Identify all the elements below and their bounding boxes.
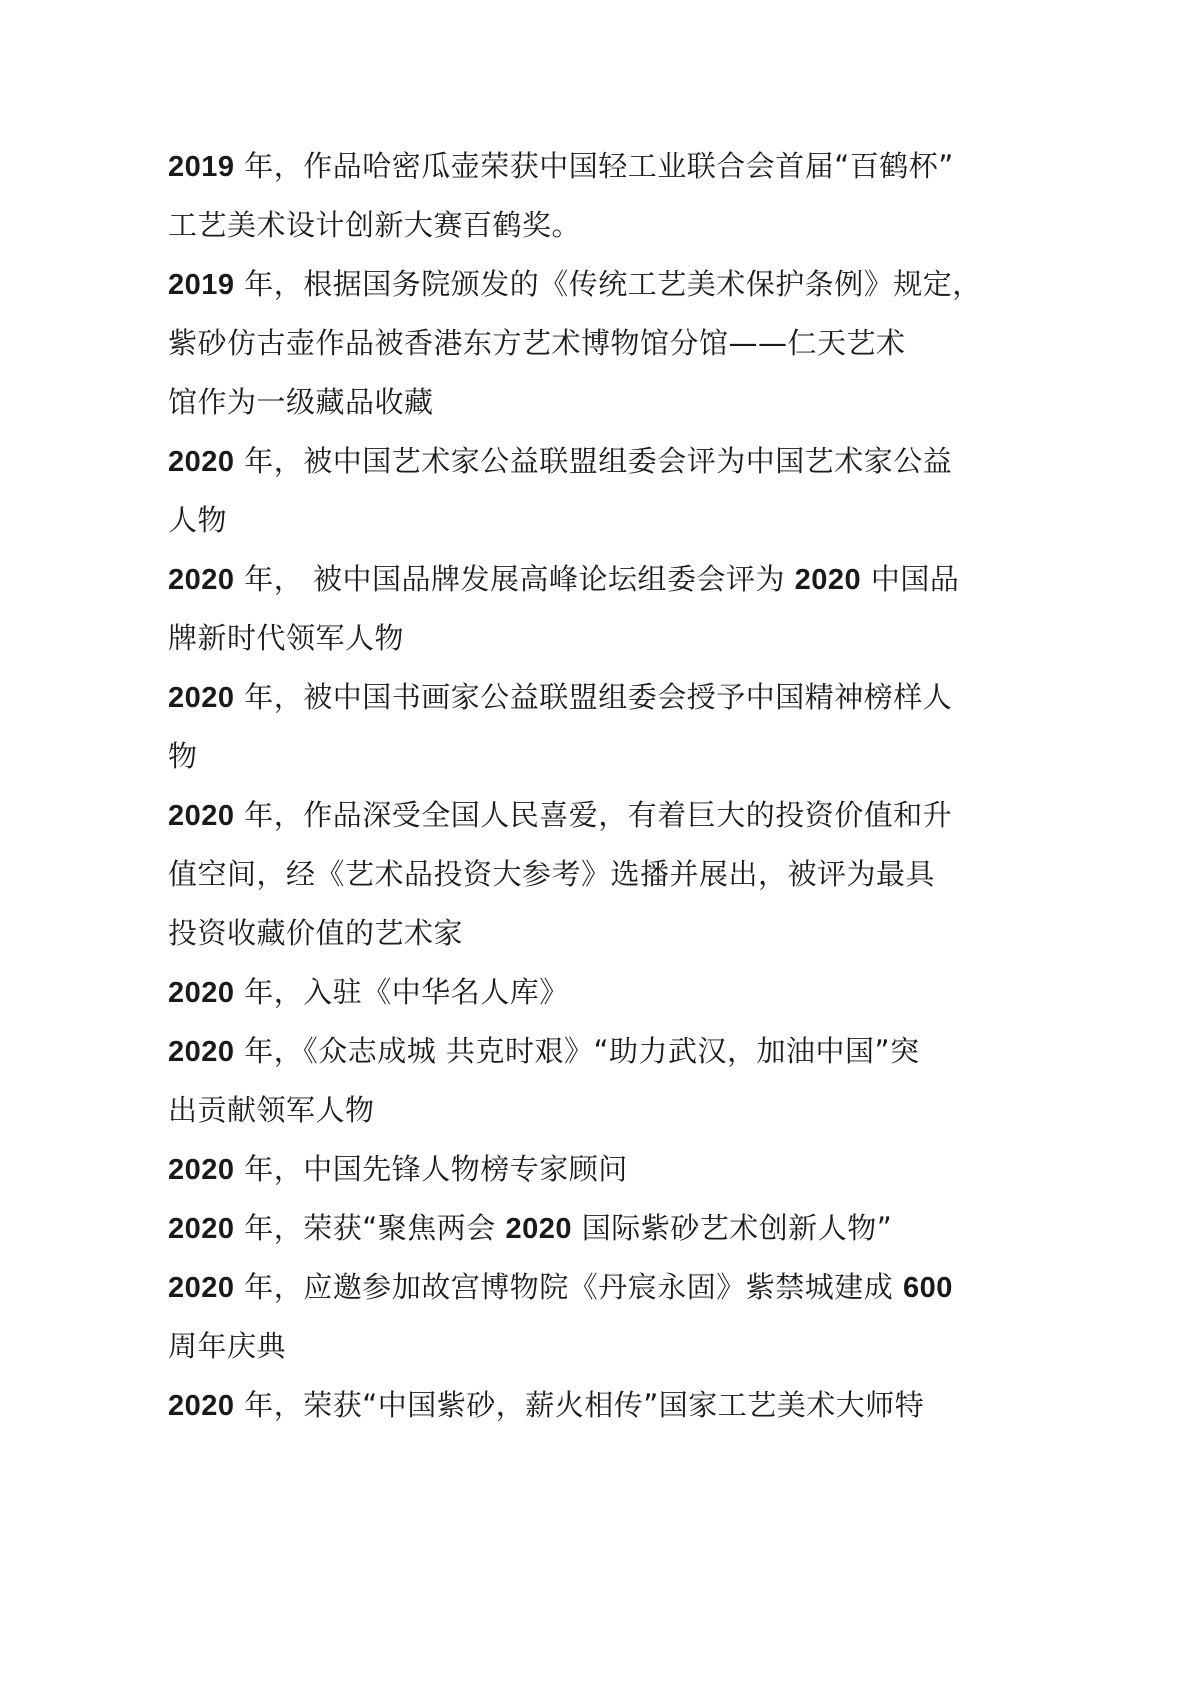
text-line xyxy=(168,668,968,727)
line-text: 年，根据国务院颁发的《传统工艺美术保护条例》规定， xyxy=(234,267,982,301)
inline-number: 2020 xyxy=(794,564,862,596)
document-body xyxy=(168,137,982,1435)
text-line xyxy=(168,550,968,609)
text-line xyxy=(168,727,968,786)
inline-number: 2020 xyxy=(505,1213,572,1245)
line-text: 年，荣获“中国紫砂，薪火相传”国家工艺美术大师特 xyxy=(234,1388,925,1422)
line-text: 工艺美术设计创新大赛百鹤奖。 xyxy=(168,208,582,242)
text-line xyxy=(168,1081,968,1140)
line-text: 出贡献领军人物 xyxy=(168,1093,375,1127)
text-line xyxy=(168,1140,968,1199)
line-text: 物 xyxy=(168,739,198,773)
text-line xyxy=(168,1199,968,1258)
text-line xyxy=(168,491,968,550)
line-text: 紫砂仿古壶作品被香港东方艺术博物馆分馆——仁天艺术 xyxy=(168,326,906,360)
text-line xyxy=(168,786,968,845)
text-line xyxy=(168,1022,968,1081)
line-text: 牌新时代领军人物 xyxy=(168,621,405,655)
line-text: 年，荣获“聚焦两会 xyxy=(234,1211,506,1245)
line-text: 年，应邀参加故宫博物院《丹宸永固》紫禁城建成 xyxy=(234,1270,903,1304)
text-line xyxy=(168,314,968,373)
year-label: 2020 xyxy=(168,1036,235,1068)
line-text: 年，中国先锋人物榜专家顾问 xyxy=(234,1152,628,1186)
line-text: 年，作品哈密瓜壶荣获中国轻工业联合会首届“百鹤杯” xyxy=(234,149,954,183)
line-text: 值空间，经《艺术品投资大参考》选播并展出，被评为最具 xyxy=(168,857,936,891)
line-text: 年，作品深受全国人民喜爱，有着巨大的投资价值和升 xyxy=(234,798,953,832)
text-line xyxy=(168,196,968,255)
text-line xyxy=(168,432,968,491)
text-line xyxy=(168,1317,968,1376)
line-text: 年，被中国书画家公益联盟组委会授予中国精神榜样人 xyxy=(234,680,953,714)
inline-number: 600 xyxy=(902,1272,953,1304)
line-text: 投资收藏价值的艺术家 xyxy=(168,916,464,950)
line-text: 馆作为一级藏品收藏 xyxy=(168,385,434,419)
text-line xyxy=(168,1258,968,1317)
year-label: 2020 xyxy=(168,1390,235,1422)
year-label: 2019 xyxy=(168,269,235,301)
line-text: 年， 被中国品牌发展高峰论坛组委会评为 xyxy=(234,562,795,596)
line-text: 人物 xyxy=(168,503,228,537)
year-label: 2020 xyxy=(168,977,235,1009)
year-label: 2020 xyxy=(168,446,235,478)
year-label: 2019 xyxy=(168,151,235,183)
line-text: 周年庆典 xyxy=(168,1329,287,1363)
year-label: 2020 xyxy=(168,682,235,714)
year-label: 2020 xyxy=(168,800,235,832)
line-text: 年，被中国艺术家公益联盟组委会评为中国艺术家公益 xyxy=(234,444,953,478)
text-line xyxy=(168,904,968,963)
year-label: 2020 xyxy=(168,1154,235,1186)
line-tail: 中国品 xyxy=(861,562,960,596)
line-tail: 国际紫砂艺术创新人物” xyxy=(572,1211,893,1245)
text-line xyxy=(168,845,968,904)
text-line xyxy=(168,609,968,668)
text-line xyxy=(168,137,968,196)
year-label: 2020 xyxy=(168,1272,235,1304)
text-line xyxy=(168,373,968,432)
line-text: 年，《众志成城 共克时艰》“助力武汉，加油中国”突 xyxy=(234,1034,920,1068)
year-label: 2020 xyxy=(168,564,235,596)
line-text: 年，入驻《中华名人库》 xyxy=(234,975,569,1009)
text-line xyxy=(168,255,982,314)
text-line xyxy=(168,1376,968,1435)
text-line xyxy=(168,963,968,1022)
year-label: 2020 xyxy=(168,1213,235,1245)
